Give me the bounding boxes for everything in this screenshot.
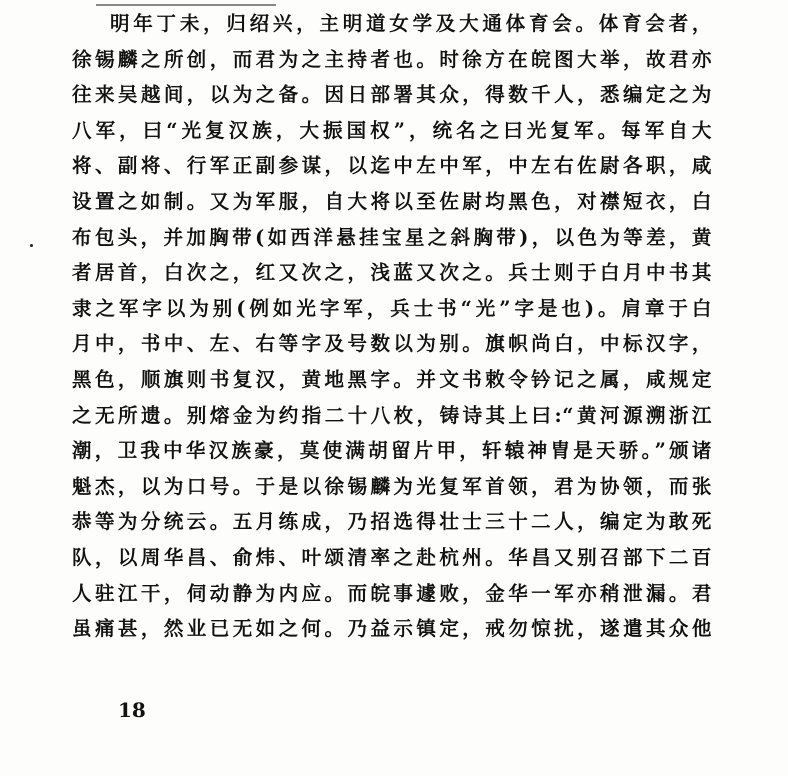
page-number: 18 <box>118 698 146 722</box>
text-line: 恭等为分统云。五月练成，乃招选得壮士三十二人，编定为敢死 <box>72 510 712 534</box>
text-line: 将、副将、行军正副参谋，以迄中左中军，中左右佐尉各职，咸 <box>72 154 712 178</box>
text-line: 魁杰，以为口号。于是以徐锡麟为光复军首领，君为协领，而张 <box>72 474 712 498</box>
text-line: 人驻江干，伺动静为内应。而皖事遽败，金华一军亦稍泄漏。君 <box>72 581 712 605</box>
scan-speck <box>30 244 33 247</box>
text-line: 黑色，顺旗则书复汉，黄地黑字。并文书敕令钤记之属，咸规定 <box>72 367 712 391</box>
text-line: 徐锡麟之所创，而君为之主持者也。时徐方在皖图大举，故君亦 <box>72 47 712 71</box>
text-line: 设置之如制。又为军服，自大将以至佐尉均黑色，对襟短衣，白 <box>72 189 712 213</box>
text-line: 月中，书中、左、右等字及号数以为别。旗帜尚白，中标汉字， <box>72 332 712 356</box>
text-line: 之无所遗。别熔金为约指二十八枚，铸诗其上曰:“黄河源溯浙江 <box>72 403 712 427</box>
text-line: 者居首，白次之，红又次之，浅蓝又次之。兵士则于白月中书其 <box>72 261 712 285</box>
text-line: 明年丁未，归绍兴，主明道女学及大通体育会。体育会者， <box>110 12 712 35</box>
text-line: 队，以周华昌、俞炜、叶颂清率之赴杭州。华昌又别召部下二百 <box>72 545 712 569</box>
text-line: 布包头，并加胸带(如西洋悬挂宝星之斜胸带)，以色为等差，黄 <box>72 225 712 249</box>
text-line: 八军，曰“光复汉族，大振国权”，统名之曰光复军。每军自大 <box>72 118 712 142</box>
body-text <box>72 6 712 647</box>
text-line: 虽痛甚，然业已无如之何。乃益示镇定，戒勿惊扰，遂遣其众他 <box>72 617 712 641</box>
text-line: 往来吴越间，以为之备。因日部署其众，得数千人，悉编定之为 <box>72 83 712 107</box>
text-line: 潮，卫我中华汉族豪，莫使满胡留片甲，轩辕神胄是天骄。”颁诸 <box>72 439 712 463</box>
text-line: 隶之军字以为别(例如光字军，兵士书“光”字是也)。肩章于白 <box>72 296 712 320</box>
